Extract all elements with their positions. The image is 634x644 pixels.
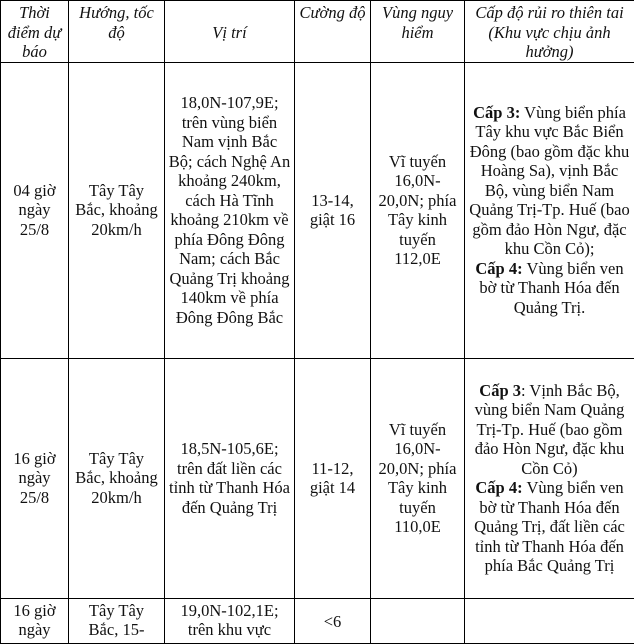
cell-danger-zone: Vĩ tuyến 16,0N-20,0N; phía Tây kinh tuyến 110,0E (371, 358, 465, 598)
header-direction: Hướng, tốc độ (69, 1, 165, 63)
cell-time: 04 giờ ngày 25/8 (1, 62, 69, 358)
risk-level-4-text: Vùng biển ven bờ từ Thanh Hóa đến Quảng Trị. (479, 259, 623, 317)
header-time: Thời điểm dự báo (1, 1, 69, 63)
cell-risk-level (465, 598, 634, 643)
header-danger-zone: Vùng nguy hiểm (371, 1, 465, 63)
risk-level-3-label: Cấp 3: (473, 103, 520, 122)
cell-intensity: 13-14, giật 16 (295, 62, 371, 358)
header-intensity: Cường độ (295, 1, 371, 63)
risk-level-4 (468, 478, 631, 576)
cell-time: 16 giờ ngày (1, 598, 69, 643)
header-position: Vị trí (165, 1, 295, 63)
cell-risk-level (465, 62, 634, 358)
cell-intensity: 11-12, giật 14 (295, 358, 371, 598)
risk-level-3 (468, 103, 631, 259)
cell-intensity: <6 (295, 598, 371, 643)
cell-position: 18,5N-105,6E; trên đất liền các tỉnh từ Thanh Hóa đến Quảng Trị (165, 358, 295, 598)
risk-level-4 (468, 259, 631, 318)
table-row (1, 358, 634, 598)
risk-level-3-label: Cấp 3 (479, 381, 521, 400)
table-row (1, 598, 634, 643)
cell-position: 18,0N-107,9E; trên vùng biển Nam vịnh Bắc Bộ; cách Nghệ An khoảng 240km, cách Hà Tĩnh khoảng 210km về phía Đông Đông Nam; cách Bắc Quảng Trị khoảng 140km về phía Đông Đông Bắc (165, 62, 295, 358)
cell-direction: Tây Tây Bắc, khoảng 20km/h (69, 358, 165, 598)
cell-danger-zone: Vĩ tuyến 16,0N-20,0N; phía Tây kinh tuyến 112,0E (371, 62, 465, 358)
risk-level-3 (468, 381, 631, 479)
cell-direction: Tây Tây Bắc, khoảng 20km/h (69, 62, 165, 358)
cell-direction: Tây Tây Bắc, 15- (69, 598, 165, 643)
risk-level-4-text: Vùng biển ven bờ từ Thanh Hóa đến Quảng Trị, đất liền các tỉnh từ Thanh Hóa đến phía Bắc Quảng Trị (474, 478, 625, 575)
cell-time: 16 giờ ngày 25/8 (1, 358, 69, 598)
risk-level-4-label: Cấp 4: (475, 478, 522, 497)
risk-level-3-text: Vùng biển phía Tây khu vực Bắc Biển Đông (bao gồm đặc khu Hoàng Sa), vịnh Bắc Bộ, vùng biển Nam Quảng Trị-Tp. Huế (bao gồm đảo Hòn Ngư, đặc khu Cồn Cỏ); (469, 103, 629, 259)
cell-danger-zone (371, 598, 465, 643)
table-header-row (1, 1, 634, 63)
cell-risk-level (465, 358, 634, 598)
risk-level-4-label: Cấp 4: (475, 259, 522, 278)
table-row (1, 62, 634, 358)
cell-position: 19,0N-102,1E; trên khu vực (165, 598, 295, 643)
header-risk-level: Cấp độ rủi ro thiên tai (Khu vực chịu ảnh hưởng) (465, 1, 634, 63)
risk-level-3-text: : Vịnh Bắc Bộ, vùng biển Nam Quảng Trị-Tp. Huế (bao gồm đảo Hòn Ngư, đặc khu Cồn Cỏ) (475, 381, 625, 478)
